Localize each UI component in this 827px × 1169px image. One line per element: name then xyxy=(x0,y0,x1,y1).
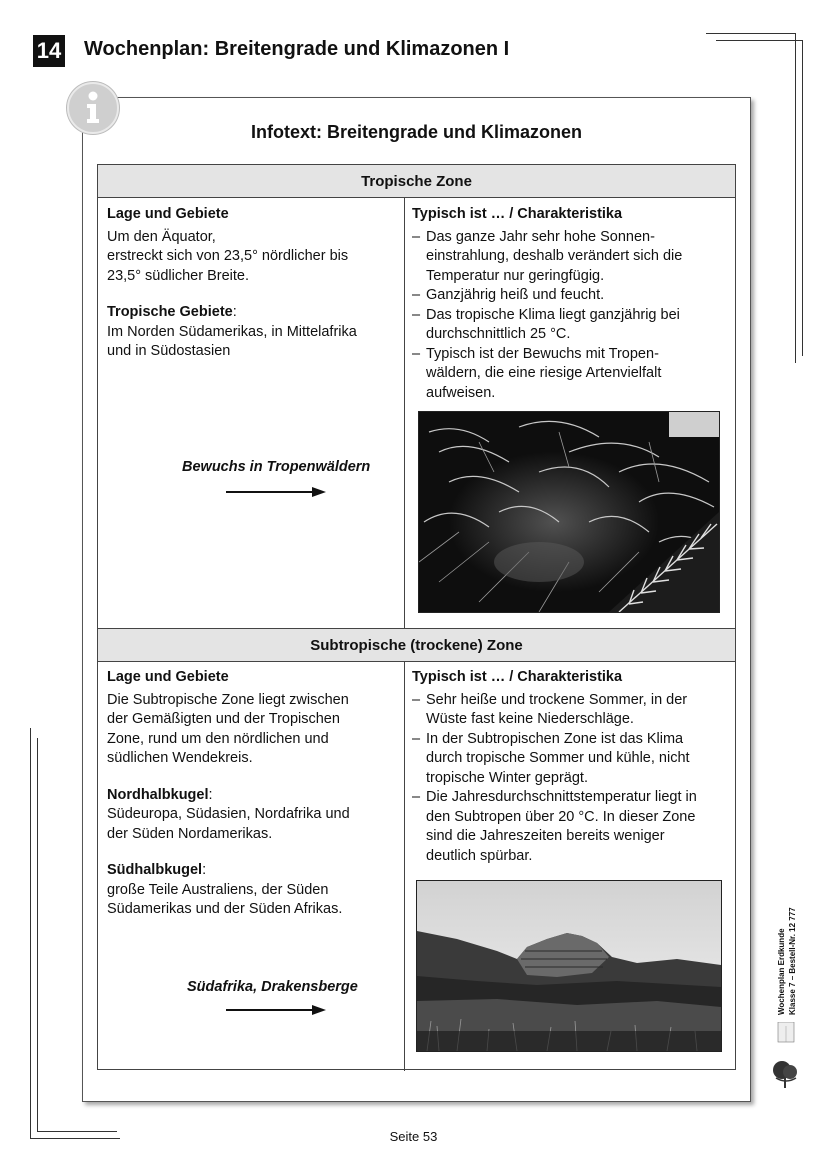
sidebar-series-title: Wochenplan Erdkunde xyxy=(777,928,786,1015)
column-divider-bottom xyxy=(404,662,405,1071)
tropical-intro-line: 23,5° südlicher Breite. xyxy=(107,267,250,284)
column-divider-top xyxy=(404,198,405,628)
list-item: – Ganzjährig heiß und feucht. xyxy=(412,286,732,306)
tropical-intro-line: Um den Äquator, xyxy=(107,228,216,245)
northern-hemisphere-colon: : xyxy=(208,786,213,803)
subtropical-intro-line: Die Subtropische Zone liegt zwischen xyxy=(107,691,349,708)
page-title: Wochenplan: Breitengrade und Klimazonen I xyxy=(84,38,510,60)
corner-line-right-vertical xyxy=(795,33,796,363)
infotext-title: Infotext: Breitengrade und Klimazonen xyxy=(250,122,583,142)
list-item: – Die Jahresdurchschnittstemperatur liegt in den Subtropen über 20 °C. In dieser Zone sind die Jahreszeiten bereits weniger deutlich spürbar. xyxy=(412,788,732,866)
publisher-sidebar xyxy=(776,905,802,1015)
tropical-photo-caption: Bewuchs in Tropenwäldern xyxy=(182,459,371,475)
tropical-areas-line: Im Norden Südamerikas, in Mittelafrika xyxy=(107,323,357,340)
subtropical-intro-line: Zone, rund um den nördlichen und xyxy=(107,730,329,747)
worksheet-number-badge: 14 xyxy=(33,35,65,67)
tropical-areas-colon: : xyxy=(232,304,237,320)
corner-line-left-vertical-2 xyxy=(37,738,38,1131)
list-item: – Das tropische Klima liegt ganzjährig bei durchschnittlich 25 °C. xyxy=(412,306,732,345)
tropical-characteristics-list xyxy=(412,228,732,404)
subtropical-location-cell xyxy=(107,668,397,920)
tropical-location-cell xyxy=(107,205,397,362)
southern-hemisphere-line: Südamerikas und der Süden Afrikas. xyxy=(107,901,343,917)
subtropical-characteristics-list xyxy=(412,691,732,867)
subtropical-intro-line: der Gemäßigten und der Tropischen xyxy=(107,711,340,727)
subtropical-characteristics-heading: Typisch ist … / Charakteristika xyxy=(412,669,623,685)
subtropical-zone-heading: Subtropische (trockene) Zone xyxy=(98,629,735,662)
southern-hemisphere-line: große Teile Australiens, der Süden xyxy=(107,881,329,898)
tropical-areas-line: und in Südostasien xyxy=(107,343,231,359)
southern-hemisphere-heading: Südhalbkugel xyxy=(107,862,203,878)
northern-hemisphere-heading: Nordhalbkugel xyxy=(107,786,209,803)
corner-line-top-horizontal xyxy=(706,33,796,34)
subtropical-photo-caption: Südafrika, Drakensberge xyxy=(187,979,358,995)
tropical-zone-heading: Tropische Zone xyxy=(98,165,735,198)
arrow-right-icon xyxy=(226,486,326,498)
list-item: – Sehr heiße und trockene Sommer, in der Wüste fast keine Niederschläge. xyxy=(412,691,732,730)
arrow-right-icon xyxy=(226,1004,326,1016)
tropical-areas-heading: Tropische Gebiete xyxy=(107,304,233,320)
list-item: – Typisch ist der Bewuchs mit Tropen- wäldern, die eine riesige Artenvielfalt aufweisen. xyxy=(412,345,732,404)
northern-hemisphere-line: der Süden Nordamerikas. xyxy=(107,825,273,842)
list-item: – Das ganze Jahr sehr hohe Sonnen- einstrahlung, deshalb verändert sich die Temperatur nur geringfügig. xyxy=(412,228,732,287)
subtropical-characteristics-cell xyxy=(412,668,732,866)
tropical-location-heading: Lage und Gebiete xyxy=(107,206,229,222)
corner-line-right-vertical-2 xyxy=(802,40,803,356)
info-icon xyxy=(67,82,119,134)
northern-hemisphere-line: Südeuropa, Südasien, Nordafrika und xyxy=(107,806,350,822)
southern-hemisphere-colon: : xyxy=(202,862,207,878)
kohl-verlag-logo xyxy=(768,1022,804,1090)
tropical-intro-line: erstreckt sich von 23,5° nördlicher bis xyxy=(107,248,349,264)
drakensberg-photo xyxy=(416,880,722,1052)
corner-line-top-horizontal-2 xyxy=(716,40,802,41)
tropical-characteristics-heading: Typisch ist … / Charakteristika xyxy=(412,206,623,222)
sidebar-order-number: Klasse 7 – Bestell-Nr. 12 777 xyxy=(788,907,797,1015)
corner-line-left-vertical xyxy=(30,728,31,1138)
rainforest-photo xyxy=(418,411,720,613)
subtropical-location-heading: Lage und Gebiete xyxy=(107,669,229,685)
page-number: Seite 53 xyxy=(389,1129,438,1144)
list-item: – In der Subtropischen Zone ist das Klima durch tropische Sommer und kühle, nicht tropische Winter geprägt. xyxy=(412,730,732,789)
tropical-characteristics-cell xyxy=(412,205,732,403)
subtropical-intro-line: südlichen Wendekreis. xyxy=(107,750,253,766)
